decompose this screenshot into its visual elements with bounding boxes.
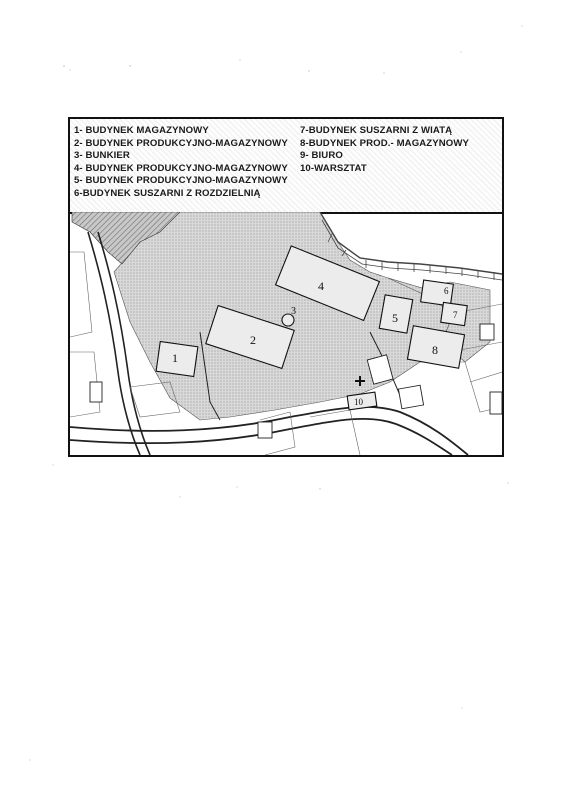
legend-item-7: 7-BUDYNEK SUSZARNI Z WIATĄ <box>300 125 453 136</box>
legend-item-2: 2- BUDYNEK PRODUKCYJNO-MAGAZYNOWY <box>74 137 288 149</box>
legend-item-4: 4- BUDYNEK PRODUKCYJNO-MAGAZYNOWY <box>74 162 288 174</box>
label-6: 6 <box>444 286 449 296</box>
legend-item-9: 9- BIURO <box>300 150 343 162</box>
label-10: 10 <box>354 397 363 407</box>
label-5: 5 <box>392 311 398 325</box>
legend-item-8: 8-BUDYNEK PROD.- MAGAZYNOWY <box>300 137 469 149</box>
label-7: 7 <box>453 310 458 320</box>
legend-item-1: 1- BUDYNEK MAGAZYNOWY <box>74 125 209 136</box>
label-4: 4 <box>318 279 324 293</box>
site-plan-frame <box>68 117 504 457</box>
legend-item-10: 10-WARSZTAT <box>300 162 367 174</box>
label-1: 1 <box>172 351 178 365</box>
legend <box>70 119 502 214</box>
site-map <box>70 212 502 455</box>
legend-column-right <box>300 125 469 175</box>
label-2: 2 <box>250 333 256 347</box>
legend-item-6: 6-BUDYNEK SUSZARNI Z ROZDZIELNIĄ <box>74 187 261 199</box>
legend-item-5: 5- BUDYNEK PRODUKCYJNO-MAGAZYNOWY <box>74 175 288 187</box>
label-8: 8 <box>432 343 438 357</box>
legend-item-3: 3- BUNKIER <box>74 150 130 162</box>
label-3: 3 <box>291 306 296 317</box>
legend-column-left <box>74 125 288 201</box>
